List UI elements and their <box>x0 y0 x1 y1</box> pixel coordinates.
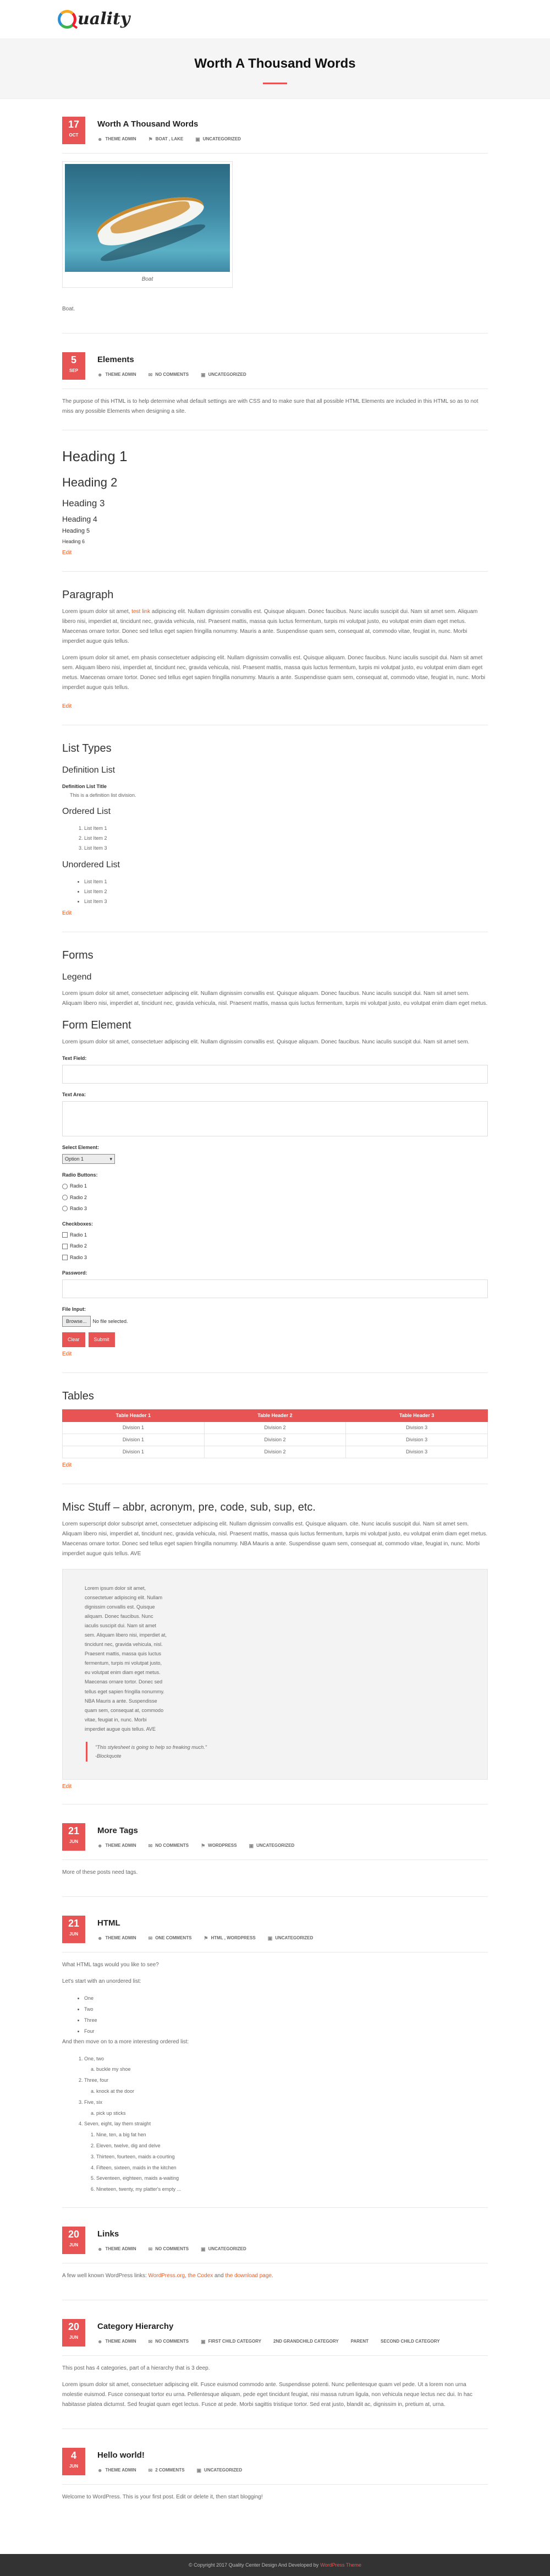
divider <box>62 2484 488 2485</box>
meta-comments[interactable] <box>148 1934 192 1942</box>
title-underline <box>263 83 287 84</box>
post-body <box>62 2492 488 2502</box>
list-item: • Two <box>84 2004 488 2015</box>
select-value: Option 1 <box>65 1156 84 1162</box>
table-cell: Division 3 <box>346 1446 488 1458</box>
list-item: • Three <box>84 2015 488 2026</box>
nested-list <box>96 2108 488 2119</box>
definition-list-title: Definition List <box>62 765 116 775</box>
table-header: Table Header 3 <box>346 1409 488 1421</box>
post-body-text: and <box>215 2272 224 2279</box>
para-text: adipiscing elit. Nullam dignissim convallis est. Quisque aliquam. Donec faucibus. Nunc iaculis suscipit dui. Nam sit amet sem. Aliquam libero nisi, imperdiet at, tincidunt nec, gravida vehicula, nisl. Praesent mattis, massa quis luctus fermentum, turpis mi volutpat justo, eu volutpat enim diam eget metus. Maecenas ornare tortor. Donec sed tellus eget sapien fringilla nonummy. Mauris a ante. Suspendisse quam sem, consequat at, commodo vitae, feugiat in, nunc. Morbi imperdiet augue quis tellus. <box>62 609 478 645</box>
nested-list <box>96 2086 488 2097</box>
comment-icon: ✉ <box>148 2246 153 2252</box>
table-row <box>63 1421 488 1434</box>
text-area-input[interactable] <box>62 1101 488 1136</box>
heading-1: Heading 1 <box>62 448 128 464</box>
meta-category-text: UNCATEGORIZED <box>202 136 241 141</box>
logo-text: uality <box>78 9 130 29</box>
list-types-title: List Types <box>62 742 112 755</box>
post-elements <box>62 352 488 1804</box>
meta-author[interactable] <box>97 2245 136 2253</box>
checkbox-option[interactable] <box>62 1253 488 1262</box>
meta-comments[interactable] <box>148 2466 185 2474</box>
meta-comments[interactable] <box>148 371 189 379</box>
user-icon: ☻ <box>97 2338 103 2344</box>
meta-author[interactable] <box>97 135 136 143</box>
meta-author-text: THEME ADMIN <box>105 2246 136 2251</box>
text-field-input[interactable] <box>62 1065 488 1084</box>
meta-author[interactable] <box>97 1842 136 1850</box>
quote-text: "This stylesheet is going to help so freaking much." <box>95 1744 207 1751</box>
checkbox-text: Radio 2 <box>70 1243 87 1249</box>
comment-icon: ✉ <box>148 1935 153 1941</box>
post-meta <box>97 1842 306 1850</box>
site-header <box>0 0 550 39</box>
folder-icon: ▣ <box>201 2246 206 2252</box>
user-icon: ☻ <box>97 1935 103 1941</box>
paragraph-title: Paragraph <box>62 589 114 601</box>
list-item: 3. List Item 3 <box>84 843 488 853</box>
radio-text: Radio 1 <box>70 1183 87 1189</box>
post-body <box>62 2364 488 2410</box>
post-meta <box>97 1934 325 1942</box>
meta-category[interactable] <box>249 1842 295 1850</box>
post-body-text: And then move on to a more interesting ordered list: <box>62 2038 189 2045</box>
list-item: • List Item 3 <box>84 896 488 906</box>
heading-2: Heading 2 <box>62 475 118 489</box>
chevron-down-icon: ▾ <box>109 1156 112 1162</box>
post-body-text: What HTML tags would you like to see? <box>62 1962 159 1968</box>
date-badge <box>62 2448 85 2475</box>
post-body-text: Let's start with an unordered list: <box>62 1978 141 1985</box>
meta-category-text: PARENT <box>350 2338 369 2344</box>
meta-author-text: THEME ADMIN <box>105 1843 136 1848</box>
meta-category-text: UNCATEGORIZED <box>204 2467 243 2473</box>
meta-category[interactable] <box>197 2466 243 2474</box>
list-item: a. pick up sticks <box>96 2108 488 2119</box>
para-text: Lorem ipsum dolor sit amet, <box>62 609 130 615</box>
legend: Legend <box>62 972 92 982</box>
table-cell: Division 2 <box>204 1446 346 1458</box>
list-item: • One <box>84 1993 488 2004</box>
misc-title: Misc Stuff – abbr, acronym, pre, code, sub, sup, etc. <box>62 1501 316 1513</box>
table-header: Table Header 2 <box>204 1409 346 1421</box>
post-links <box>62 2227 488 2300</box>
radio-text: Radio 2 <box>70 1194 87 1200</box>
ordered-list-title: Ordered List <box>62 807 111 817</box>
file-input-label: File Input: <box>62 1306 86 1312</box>
list-item: 2. List Item 2 <box>84 833 488 843</box>
boat-image[interactable] <box>65 164 230 272</box>
edit-link[interactable]: Edit <box>62 550 72 556</box>
radio-label: Radio Buttons: <box>62 1172 98 1178</box>
divider <box>62 1859 488 1860</box>
meta-comments-text: 2 COMMENTS <box>155 2467 185 2473</box>
table-cell: Division 2 <box>204 1421 346 1434</box>
nested-list <box>96 2130 488 2195</box>
post-body-text: A few well known WordPress links: <box>62 2272 147 2279</box>
divider <box>62 571 488 572</box>
list-item <box>84 2075 488 2097</box>
post-html <box>62 1916 488 2208</box>
post-header <box>62 2227 488 2254</box>
user-icon: ☻ <box>97 2467 103 2473</box>
meta-author-text: THEME ADMIN <box>105 136 136 141</box>
nested-list <box>96 2064 488 2075</box>
date-badge <box>62 1823 85 1851</box>
date-badge <box>62 2227 85 2254</box>
text-field-label: Text Field: <box>62 1055 87 1061</box>
list-item: • List Item 1 <box>84 877 488 887</box>
data-table <box>62 1409 488 1458</box>
meta-category-text: UNCATEGORIZED <box>256 1843 295 1848</box>
date-day: 5 <box>70 354 76 365</box>
meta-category[interactable] <box>195 135 241 143</box>
definition-term: Definition List Title <box>62 783 107 789</box>
meta-category[interactable] <box>381 2338 440 2345</box>
checkbox-option[interactable] <box>62 1230 488 1239</box>
date-day: 21 <box>68 1918 80 1929</box>
post-title[interactable]: Worth A Thousand Words <box>97 119 199 129</box>
post-body-text: More of these posts need tags. <box>62 1869 138 1876</box>
meta-tags-text: WORDPRESS <box>208 1843 237 1848</box>
meta-author-text: THEME ADMIN <box>105 1935 136 1941</box>
footer-text: © Copyright 2017 Quality Center Design And Developed by <box>189 2562 319 2568</box>
table-cell: Division 3 <box>346 1421 488 1434</box>
select-dropdown[interactable] <box>62 1154 115 1164</box>
post-header <box>62 1823 488 1851</box>
site-footer <box>0 2554 550 2576</box>
heading-6: Heading 6 <box>62 538 85 544</box>
paragraph-2: Lorem ipsum dolor sit amet, em phasis consectetuer adipiscing elit. Nullam dignissim convallis est. Quisque aliquam. Donec faucibus. Nunc iaculis suscipit dui. Nam sit amet sem. Aliquam libero nisi, imperdiet at, tincidunt nec, gravida vehicula, nisl. Praesent mattis, massa quis luctus fermentum, turpis mi volutpat justo, eu volutpat enim diam eget metus. Maecenas ornare tortor. Donec sed tellus eget sapien fringilla nonummy. Mauris a ante. Suspendisse quam sem, consequat at, commodo vitae, feugiat in, nunc. Morbi imperdiet augue quis tellus. <box>62 655 486 691</box>
user-icon: ☻ <box>97 2246 103 2252</box>
folder-icon: ▣ <box>267 1935 273 1941</box>
edit-link[interactable]: Edit <box>62 1350 72 1357</box>
user-icon: ☻ <box>97 372 103 378</box>
folder-icon: ▣ <box>195 136 200 142</box>
post-header <box>62 117 488 144</box>
meta-category[interactable] <box>201 371 246 379</box>
punctuation: , <box>185 2272 186 2279</box>
select-label: Select Element: <box>62 1145 100 1151</box>
date-badge <box>62 117 85 144</box>
tag-icon: ⚑ <box>201 1843 206 1849</box>
meta-category-text: SECOND CHILD CATEGORY <box>381 2338 440 2344</box>
meta-comments[interactable] <box>148 2338 189 2345</box>
post-title[interactable]: Elements <box>97 355 134 364</box>
footer-theme-link[interactable]: WordPress Theme <box>320 2562 361 2568</box>
file-input <box>62 1316 488 1327</box>
date-month: JUN <box>69 2463 78 2469</box>
user-icon: ☻ <box>97 136 103 142</box>
post-body-text: This post has 4 categories, part of a hierarchy that is 3 deep. <box>62 2365 210 2371</box>
tag-icon: ⚑ <box>148 136 153 142</box>
post-body <box>62 2271 488 2281</box>
post-title[interactable]: HTML <box>97 1918 120 1928</box>
post-body-text: Boat. <box>62 306 75 312</box>
date-month: JUN <box>69 1839 78 1845</box>
meta-comments-text: NO COMMENTS <box>155 2246 189 2251</box>
radio-button[interactable] <box>62 1195 68 1200</box>
table-row <box>63 1434 488 1446</box>
heading-4: Heading 4 <box>62 514 97 523</box>
ordered-list <box>84 823 488 853</box>
forms-text: Lorem ipsum dolor sit amet, consectetuer adipiscing elit. Nullam dignissim convallis est. Quisque aliquam. Donec faucibus. Nunc iaculis suscipit dui. Nam sit amet sem. Aliquam libero nisi, imperdiet at, tincidunt nec, gravida vehicula, nisl. Praesent mattis, massa quis luctus fermentum, turpis mi volutpat justo, eu volutpat enim diam eget metus. <box>62 990 488 1007</box>
post-meta <box>97 2245 258 2253</box>
post-category-hierarchy <box>62 2319 488 2429</box>
post-body-text: Welcome to WordPress. This is your first post. Edit or delete it, then start blogging! <box>62 2493 263 2500</box>
comment-icon: ✉ <box>148 372 153 378</box>
list-item: a. buckle my shoe <box>96 2064 488 2075</box>
page-title: Worth A Thousand Words <box>194 56 356 72</box>
meta-category[interactable] <box>201 2338 261 2345</box>
folder-icon: ▣ <box>249 1843 254 1849</box>
table-cell: Division 1 <box>63 1421 205 1434</box>
password-input[interactable] <box>62 1279 488 1298</box>
table-cell: Division 1 <box>63 1446 205 1458</box>
checkbox-option[interactable] <box>62 1241 488 1250</box>
folder-icon: ▣ <box>201 2338 206 2344</box>
divider <box>62 153 488 154</box>
meta-author[interactable] <box>97 1934 136 1942</box>
checkbox-text: Radio 3 <box>70 1254 87 1260</box>
comment-icon: ✉ <box>148 2338 153 2344</box>
post-worth-a-thousand-words <box>62 117 488 333</box>
test-link[interactable]: test link <box>131 609 151 615</box>
comment-icon: ✉ <box>148 1843 153 1849</box>
meta-author[interactable] <box>97 371 136 379</box>
post-body-text: Lorem ipsum dolor sit amet, consectetuer adipiscing elit. Fusce euismod commodo ante. Suspendisse potenti. Nunc pellentesque quam vel pede. Ut a lorem non urna molestie euismod. Fusce consequat tortor eu urna. Pellentesque aliquam, pede eget tincidunt feugiat, nisi massa rutrum ligula, non vehicula neque lectus nec dui. In hac habitasse platea dictumst. Sed feugiat quam eget lectus. Fusce at pede. Morbi sagittis tristique tortor. Sed erat justo, blandit ac, dignissim in, pretium at, urna. <box>62 2381 472 2408</box>
post-meta <box>97 2338 452 2345</box>
meta-author-text: THEME ADMIN <box>105 2338 136 2344</box>
edit-link[interactable]: Edit <box>62 910 72 916</box>
forms-title: Forms <box>62 949 94 961</box>
date-day: 20 <box>68 2228 80 2240</box>
blockquote <box>86 1742 465 1762</box>
meta-category-text: UNCATEGORIZED <box>208 371 246 377</box>
checkbox[interactable] <box>62 1232 68 1238</box>
radio-button[interactable] <box>62 1184 68 1189</box>
links-paragraph <box>62 2271 488 2281</box>
post-meta <box>97 371 258 379</box>
misc-text: Lorem superscript dolor subscript amet, consectetuer adipiscing elit. Nullam dignissim convallis est. Quisque aliquam. cite. Nunc iaculis suscipit dui. Nam sit amet sem. Aliquam libero nisi, imperdiet at, tincidunt nec, gravida vehicula, nisl. Praesent mattis, massa quis luctus fermentum, turpis mi volutpat justo, eu volutpat enim diam eget metus. Maecenas ornare tortor. Donec sed tellus eget sapien fringilla nonummy. NBA Mauris a ante. Suspendisse quam sem, consequat at, commodo vitae, feugiat in, nunc. Morbi imperdiet augue quis tellus. AVE <box>62 1521 488 1557</box>
post-title[interactable]: Links <box>97 2229 119 2239</box>
meta-comments[interactable] <box>148 1842 189 1850</box>
list-item <box>84 2119 488 2195</box>
codex-link[interactable]: the Codex <box>188 2272 213 2279</box>
radio-text: Radio 3 <box>70 1205 87 1211</box>
clear-button[interactable]: Clear <box>62 1332 85 1347</box>
checkbox-text: Radio 1 <box>70 1232 87 1238</box>
checkbox[interactable] <box>62 1255 68 1260</box>
radio-button[interactable] <box>62 1206 68 1211</box>
browse-button[interactable]: Browse... <box>62 1316 91 1327</box>
pre-block <box>62 1569 488 1780</box>
date-badge <box>62 352 85 380</box>
meta-comments-text: NO COMMENTS <box>155 2338 189 2344</box>
meta-comments-text: NO COMMENTS <box>155 1843 189 1848</box>
meta-tags-text: HTML , WORDPRESS <box>211 1935 256 1941</box>
edit-link[interactable]: Edit <box>62 1462 72 1468</box>
date-badge <box>62 1916 85 1943</box>
post-more-tags <box>62 1823 488 1897</box>
date-day: 21 <box>68 1825 80 1837</box>
meta-comments-text: NO COMMENTS <box>155 371 189 377</box>
meta-category-text: 2ND GRANDCHILD CATEGORY <box>273 2338 339 2344</box>
date-badge <box>62 2319 85 2347</box>
pre-text: Lorem ipsum dolor sit amet, consectetuer adipiscing elit. Nullam dignissim convallis est. Quisque aliquam. Donec faucibus. Nunc iaculis suscipit dui. Nam sit amet sem. Aliquam libero nisi, imperdiet at, tincidunt nec, gravida vehicula, nisl. Praesent mattis, massa quis luctus fermentum, turpis mi volutpat justo, eu volutpat enim diam eget metus. Maecenas ornare tortor. Donec sed tellus eget sapien fringilla nonummy. NBA Mauris a ante. Suspendisse quam sem, consequat at, commodo vitae, feugiat in, nunc. Morbi imperdiet augue quis tellus. AVE <box>85 1585 167 1732</box>
unordered-list <box>84 1993 488 2037</box>
unordered-list-title: Unordered List <box>62 860 120 870</box>
list-item-text: Three, four <box>84 2077 109 2083</box>
list-item-text: Seven, eight, lay them straight <box>84 2121 151 2127</box>
post-header <box>62 2319 488 2347</box>
meta-comments-text: ONE COMMENTS <box>155 1935 192 1941</box>
submit-button[interactable]: Submit <box>89 1332 115 1347</box>
list-item-text: One, two <box>84 2055 105 2061</box>
meta-tags[interactable] <box>201 1842 237 1850</box>
heading-3: Heading 3 <box>62 498 105 509</box>
list-item <box>84 2054 488 2076</box>
post-body <box>62 304 488 314</box>
paragraph-1 <box>62 607 488 647</box>
definition-desc: This is a definition list division. <box>70 792 136 798</box>
post-meta <box>97 2466 254 2474</box>
date-month: JUN <box>69 2242 78 2247</box>
table-cell: Division 2 <box>204 1434 346 1446</box>
edit-link[interactable]: Edit <box>62 1784 72 1790</box>
download-page-link[interactable]: the download page <box>225 2272 272 2279</box>
post-body <box>62 1868 488 1878</box>
divider <box>62 2355 488 2356</box>
radio-option[interactable] <box>62 1182 488 1190</box>
meta-category[interactable] <box>201 2245 246 2253</box>
date-month: JUN <box>69 1932 78 1937</box>
ordered-list <box>84 2054 488 2195</box>
form-element-title: Form Element <box>62 1019 131 1031</box>
meta-author-text: THEME ADMIN <box>105 2467 136 2473</box>
figure <box>62 161 233 288</box>
meta-author[interactable] <box>97 2338 136 2345</box>
meta-category[interactable] <box>273 2338 339 2345</box>
date-day: 4 <box>70 2449 76 2461</box>
table-cell: Division 3 <box>346 1434 488 1446</box>
date-month: JUN <box>69 2334 78 2340</box>
post-header <box>62 1916 488 1943</box>
post-title[interactable]: More Tags <box>97 1826 138 1836</box>
wordpress-org-link[interactable]: WordPress.org <box>148 2272 185 2279</box>
meta-comments[interactable] <box>148 2245 189 2253</box>
edit-link[interactable]: Edit <box>62 703 72 710</box>
checkbox-label: Checkboxes: <box>62 1221 94 1227</box>
meta-tags-text: BOAT , LAKE <box>155 136 184 141</box>
divider <box>62 1372 488 1373</box>
meta-category-text: UNCATEGORIZED <box>208 2246 246 2251</box>
form-element-text: Lorem ipsum dolor sit amet, consectetuer adipiscing elit. Nullam dignissim convallis est. Quisque aliquam. Donec faucibus. Nunc iaculis suscipit dui. Nam sit amet sem. <box>62 1038 470 1045</box>
quote-author: -Blockquote <box>95 1753 122 1759</box>
password-label: Password: <box>62 1270 87 1276</box>
site-logo[interactable] <box>58 6 130 32</box>
date-day: 17 <box>68 119 80 130</box>
list-item: 5. Seventeen, eighteen, maids a-waiting <box>96 2173 488 2184</box>
list-item: 4. Fifteen, sixteen, maids in the kitchen <box>96 2163 488 2174</box>
heading-5: Heading 5 <box>62 528 90 535</box>
table-row <box>63 1446 488 1458</box>
text-area-label: Text Area: <box>62 1091 86 1097</box>
tables-title: Tables <box>62 1390 94 1402</box>
date-month: SEP <box>69 368 78 373</box>
meta-author-text: THEME ADMIN <box>105 371 136 377</box>
folder-icon: ▣ <box>201 372 206 378</box>
meta-category-text: UNCATEGORIZED <box>275 1935 314 1941</box>
user-icon: ☻ <box>97 1843 103 1849</box>
meta-category-text: FIRST CHILD CATEGORY <box>208 2338 262 2344</box>
list-item: • Four <box>84 2026 488 2037</box>
meta-category[interactable] <box>351 2338 369 2345</box>
page-title-bar <box>0 39 550 99</box>
figure-caption: Boat <box>141 276 153 282</box>
post-body <box>62 1960 488 2195</box>
list-item: 1. Nine, ten, a big fat hen <box>96 2130 488 2141</box>
list-item <box>84 2097 488 2119</box>
meta-tags[interactable] <box>148 135 184 143</box>
main-content <box>62 99 488 2521</box>
checkbox[interactable] <box>62 1244 68 1249</box>
list-item: 6. Nineteen, twenty, my platter's empty ... <box>96 2184 488 2195</box>
tag-icon: ⚑ <box>204 1935 208 1941</box>
post-meta <box>97 135 253 143</box>
punctuation: . <box>272 2272 273 2279</box>
list-item: 1. List Item 1 <box>84 823 488 833</box>
date-month: OCT <box>69 133 79 138</box>
file-status: No file selected. <box>92 1319 128 1325</box>
post-title[interactable]: Category Hierarchy <box>97 2321 174 2331</box>
folder-icon: ▣ <box>196 2467 202 2473</box>
list-item: 3. Thirteen, fourteen, maids a-courting <box>96 2152 488 2163</box>
table-cell: Division 1 <box>63 1434 205 1446</box>
logo-q-mark <box>58 10 76 29</box>
post-body <box>62 397 488 1792</box>
radio-option[interactable] <box>62 1204 488 1213</box>
post-header <box>62 352 488 380</box>
intro-text: The purpose of this HTML is to help determine what default settings are with CSS and to make sure that all possible HTML Elements are included in this HTML so as to not miss any possible Elements when designing a site. <box>62 398 479 414</box>
post-header <box>62 2448 488 2475</box>
list-item: 2. Eleven, twelve, dig and delve <box>96 2141 488 2152</box>
meta-category[interactable] <box>268 1934 314 1942</box>
list-item: • List Item 2 <box>84 887 488 896</box>
meta-author[interactable] <box>97 2466 136 2474</box>
date-day: 20 <box>68 2321 80 2332</box>
unordered-list <box>84 877 488 906</box>
post-title[interactable]: Hello world! <box>97 2450 145 2460</box>
post-hello-world <box>62 2448 488 2521</box>
radio-option[interactable] <box>62 1193 488 1202</box>
list-item: a. knock at the door <box>96 2086 488 2097</box>
meta-tags[interactable] <box>204 1934 255 1942</box>
form-buttons <box>62 1332 488 1347</box>
table-header: Table Header 1 <box>63 1409 205 1421</box>
comment-icon: ✉ <box>148 2467 153 2473</box>
list-item-text: Five, six <box>84 2099 103 2105</box>
